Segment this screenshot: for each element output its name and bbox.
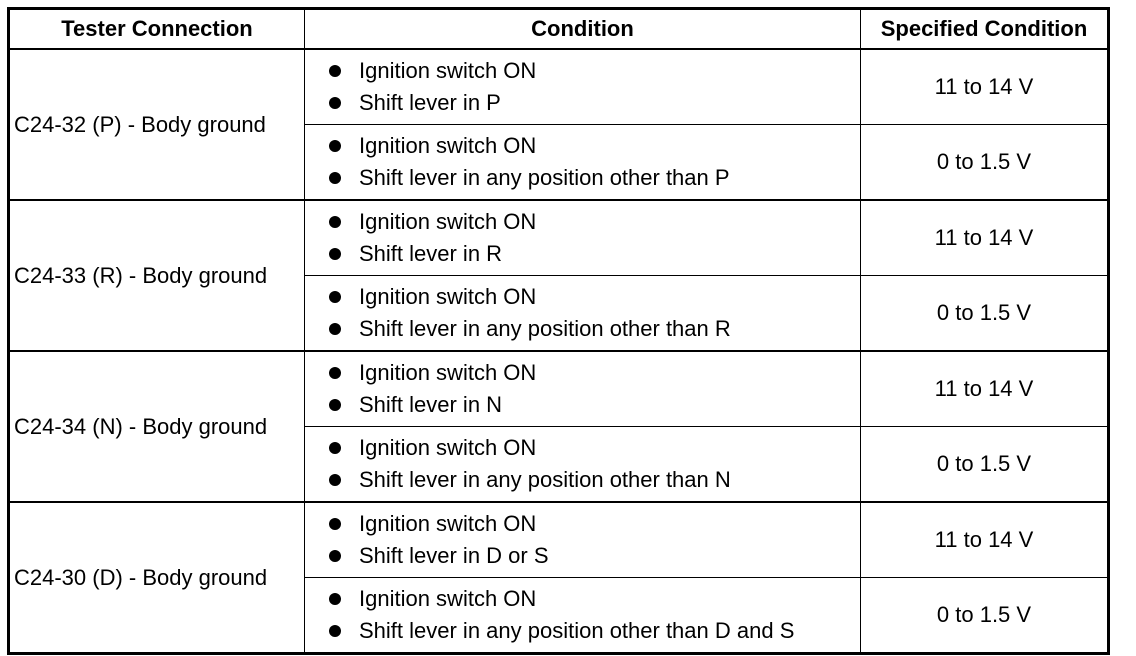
condition-text: Ignition switch ON [359, 58, 537, 83]
condition-text: Ignition switch ON [359, 360, 537, 385]
condition-line [329, 583, 860, 615]
header-specified-condition: Specified Condition [861, 9, 1109, 50]
tester-connection-cell: C24-34 (N) - Body ground [9, 351, 305, 502]
specified-condition-cell: 11 to 14 V [861, 49, 1109, 125]
condition-cell [305, 351, 861, 427]
table-row [9, 49, 1109, 125]
bullet-icon [329, 172, 341, 184]
condition-text: Shift lever in P [359, 90, 501, 115]
bullet-icon [329, 216, 341, 228]
condition-text: Shift lever in any position other than P [359, 165, 730, 190]
bullet-icon [329, 140, 341, 152]
tester-connection-cell: C24-30 (D) - Body ground [9, 502, 305, 654]
bullet-icon [329, 442, 341, 454]
bullet-icon [329, 625, 341, 637]
condition-text: Shift lever in any position other than N [359, 467, 731, 492]
bullet-icon [329, 248, 341, 260]
condition-text: Shift lever in N [359, 392, 503, 417]
specified-condition-cell: 0 to 1.5 V [861, 427, 1109, 503]
condition-line [329, 432, 860, 464]
condition-text: Ignition switch ON [359, 511, 537, 536]
bullet-icon [329, 550, 341, 562]
tester-connection-cell: C24-33 (R) - Body ground [9, 200, 305, 351]
condition-line [329, 540, 860, 572]
condition-line [329, 313, 860, 345]
condition-text: Shift lever in D or S [359, 543, 549, 568]
condition-line [329, 238, 860, 270]
condition-cell [305, 49, 861, 125]
bullet-icon [329, 65, 341, 77]
table-row [9, 351, 1109, 427]
condition-text: Ignition switch ON [359, 435, 537, 460]
tester-connection-cell: C24-32 (P) - Body ground [9, 49, 305, 200]
condition-line [329, 357, 860, 389]
condition-line [329, 55, 860, 87]
condition-line [329, 281, 860, 313]
bullet-icon [329, 97, 341, 109]
header-condition: Condition [305, 9, 861, 50]
condition-cell [305, 125, 861, 201]
condition-line [329, 162, 860, 194]
condition-cell [305, 200, 861, 276]
condition-line [329, 389, 860, 421]
condition-line [329, 130, 860, 162]
condition-text: Shift lever in R [359, 241, 503, 266]
condition-cell [305, 427, 861, 503]
condition-text: Ignition switch ON [359, 133, 537, 158]
condition-line [329, 87, 860, 119]
condition-text: Ignition switch ON [359, 586, 537, 611]
specified-condition-cell: 0 to 1.5 V [861, 125, 1109, 201]
table-header-row [9, 9, 1109, 50]
bullet-icon [329, 593, 341, 605]
bullet-icon [329, 367, 341, 379]
condition-cell [305, 578, 861, 654]
header-tester-connection: Tester Connection [9, 9, 305, 50]
specified-condition-cell: 0 to 1.5 V [861, 578, 1109, 654]
condition-cell [305, 276, 861, 352]
condition-line [329, 508, 860, 540]
specified-condition-cell: 11 to 14 V [861, 200, 1109, 276]
tester-specification-table [7, 7, 1110, 655]
condition-line [329, 615, 860, 647]
bullet-icon [329, 518, 341, 530]
condition-text: Ignition switch ON [359, 209, 537, 234]
bullet-icon [329, 323, 341, 335]
condition-text: Shift lever in any position other than D and S [359, 618, 795, 643]
condition-text: Shift lever in any position other than R [359, 316, 731, 341]
bullet-icon [329, 291, 341, 303]
table-row [9, 502, 1109, 578]
condition-text: Ignition switch ON [359, 284, 537, 309]
condition-line [329, 464, 860, 496]
bullet-icon [329, 474, 341, 486]
specified-condition-cell: 11 to 14 V [861, 502, 1109, 578]
bullet-icon [329, 399, 341, 411]
condition-cell [305, 502, 861, 578]
table-row [9, 200, 1109, 276]
condition-line [329, 206, 860, 238]
specified-condition-cell: 0 to 1.5 V [861, 276, 1109, 352]
specified-condition-cell: 11 to 14 V [861, 351, 1109, 427]
